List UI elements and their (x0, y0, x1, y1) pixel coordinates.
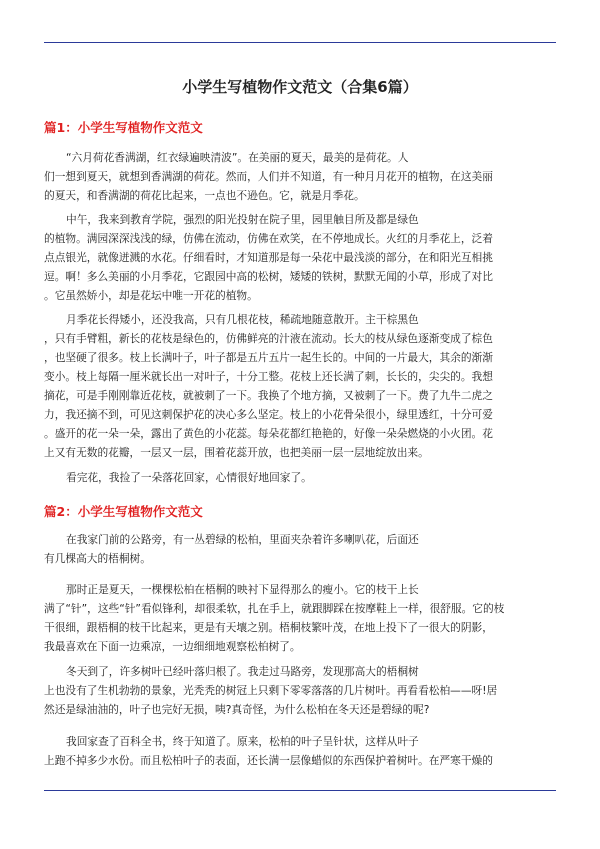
paragraph-line: 我最喜欢在下面一边乘凉，一边细细地观察松柏树了。 (44, 640, 301, 653)
paragraph-line: 摘花，可是手刚刚靠近花枝，就被刺了一下。我换了个地方摘，又被刺了一下。费了九牛二虎之 (44, 389, 493, 402)
paragraph-line: 上跑不掉多少水份。而且松柏叶子的表面，还长满一层像蜡似的东西保护着树叶。在严寒干燥的 (44, 754, 493, 767)
bottom-rule (44, 790, 556, 791)
paragraph-line: “六月荷花香满湖，红衣绿遍映清波”。在美丽的夏天，最美的是荷花。人 (66, 151, 409, 164)
paragraph-line: ，也坚硬了很多。枝上长满叶子，叶子都是五片五片一起生长的。中间的一片最大，其余的渐渐 (44, 351, 493, 364)
paragraph-line: 变小。枝上每隔一厘米就长出一对叶子，十分工整。花枝上还长满了刺，长长的，尖尖的。我想 (44, 370, 493, 383)
section-heading-1: 篇1：小学生写植物作文范文 (44, 120, 203, 135)
paragraph-1-1 (44, 148, 556, 205)
paragraph-line: 。它虽然娇小，却是花坛中唯一开花的植物。 (44, 289, 258, 302)
paragraph-1-3 (44, 310, 556, 462)
paragraph-line: 那时正是夏天，一棵棵松柏在梧桐的映衬下显得那么的瘦小。它的枝干上长 (66, 583, 419, 596)
paragraph-line: 的夏天，和香满湖的荷花比起来，一点也不逊色。它，就是月季花。 (44, 189, 365, 202)
paragraph-line: 我回家查了百科全书，终于知道了。原来，松柏的叶子呈针状，这样从叶子 (66, 735, 419, 748)
document-title: 小学生写植物作文范文（合集6篇） (182, 78, 418, 96)
paragraph-1-4 (44, 468, 556, 487)
paragraph-line: 上也没有了生机勃勃的景象，光秃秃的树冠上只剩下零零落落的几片树叶。再看看松柏——呀!居 (44, 684, 498, 697)
paragraph-line: 中午，我来到教育学院，强烈的阳光投射在院子里，园里触目所及都是绿色 (66, 213, 419, 226)
paragraph-line: ，只有手臂粗，新长的花枝是绿色的，仿佛鲜亮的汁液在流动。长大的枝从绿色逐渐变成了棕色 (44, 332, 493, 345)
paragraph-2-3 (44, 662, 556, 719)
paragraph-line: 点点银光，就像迸溅的水花。仔细看时，才知道那是每一朵花中最浅淡的部分，在和阳光互相挑 (44, 251, 493, 264)
paragraph-line: 月季花长得矮小，还没我高，只有几根花枝，稀疏地随意散开。主干棕黑色 (66, 313, 419, 326)
paragraph-1-2 (44, 210, 556, 305)
paragraph-line: 冬天到了，许多树叶已经叶落归根了。我走过马路旁，发现那高大的梧桐树 (66, 665, 419, 678)
paragraph-line: 。盛开的花一朵一朵，露出了黄色的小花蕊。每朵花都红艳艳的，好像一朵朵燃烧的小火团。花 (44, 427, 493, 440)
paragraph-2-4 (44, 732, 556, 770)
paragraph-2-2 (44, 580, 556, 656)
paragraph-line: 有几棵高大的梧桐树。 (44, 552, 151, 565)
paragraph-line: 满了“针”，这些“针”看似锋利，却很柔软，扎在手上，就跟脚踩在按摩鞋上一样，很舒服。它的枝 (44, 602, 505, 615)
paragraph-2-1 (44, 530, 556, 568)
top-rule (44, 42, 556, 43)
paragraph-line: 力，我还摘不到，可见这刺保护花的决心多么坚定。枝上的小花骨朵很小，绿里透红，十分可爱 (44, 408, 493, 421)
paragraph-line: 的植物。满园深深浅浅的绿，仿佛在流动，仿佛在欢笑，在不停地成长。火红的月季花上，泛着 (44, 232, 493, 245)
paragraph-line: 然还是绿油油的，叶子也完好无损，咦?真奇怪，为什么松柏在冬天还是碧绿的呢? (44, 703, 430, 716)
paragraph-line: 们一想到夏天，就想到香满湖的荷花。然而，人们并不知道，有一种月月花开的植物，在这美丽 (44, 170, 493, 183)
paragraph-line: 看完花，我捡了一朵落花回家，心情很好地回家了。 (66, 471, 312, 484)
section-heading-2: 篇2：小学生写植物作文范文 (44, 504, 203, 519)
paragraph-line: 逗。啊！多么美丽的小月季花，它跟园中高的松树，矮矮的铁树，默默无闻的小草，形成了对比 (44, 270, 493, 283)
paragraph-line: 上又有无数的花瓣，一层又一层，围着花蕊开放，也把美丽一层一层地绽放出来。 (44, 446, 429, 459)
paragraph-line: 干很细，跟梧桐的枝干比起来，更是有天壤之别。梧桐枝繁叶茂，在地上投下了一很大的阴影， (44, 621, 493, 634)
paragraph-line: 在我家门前的公路旁，有一丛碧绿的松柏，里面夹杂着许多喇叭花，后面还 (66, 533, 419, 546)
